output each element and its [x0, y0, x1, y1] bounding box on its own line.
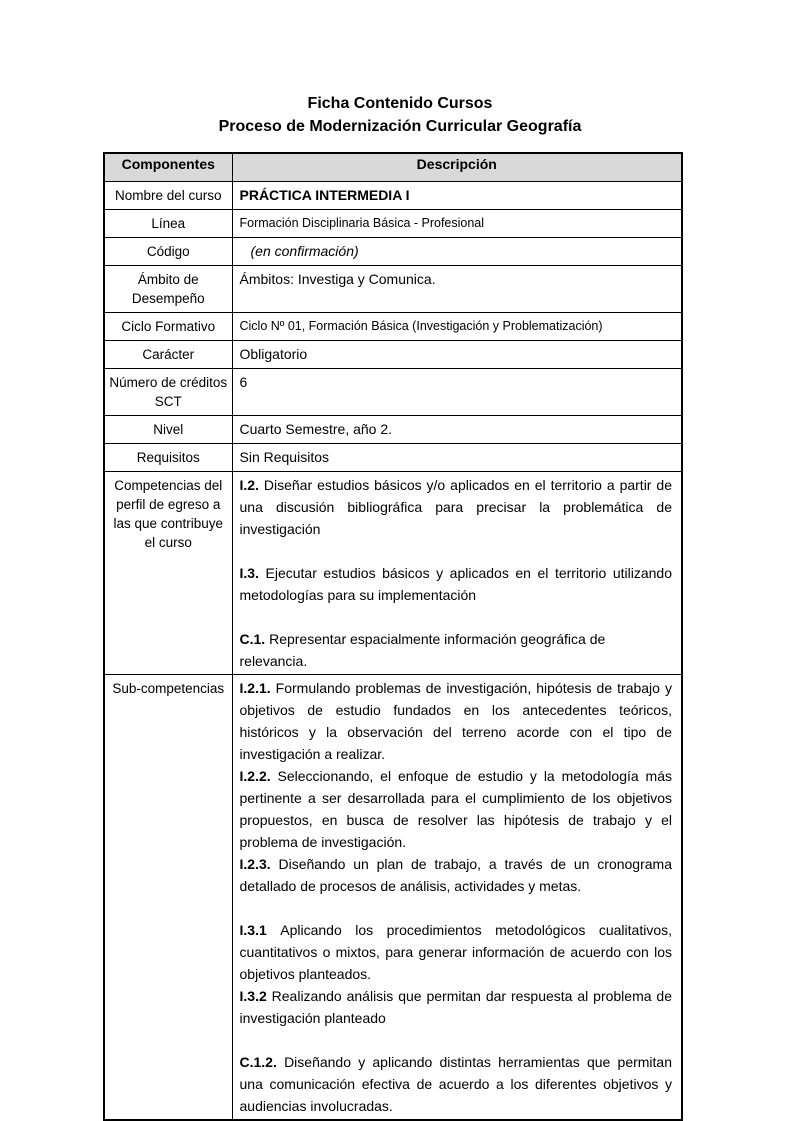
- paragraph-code: I.2.3.: [239, 856, 279, 872]
- component-label: Competencias del perfil de egreso a las que contribuye el curso: [104, 472, 232, 675]
- description-paragraph: C.1. Representar espacialmente información geográfica de relevancia.: [239, 631, 606, 669]
- description-cell: [232, 210, 682, 238]
- description-paragraph: I.2.1. Formulando problemas de investigación, hipótesis de trabajo y objetivos de estudio fundados en los antecedentes teóricos, históricos y la observación del terreno acorde con el tipo de investigación a realizar.: [239, 680, 672, 762]
- table-row: [104, 182, 682, 210]
- table-row: [104, 238, 682, 266]
- description-column-header: Descripción: [232, 153, 682, 182]
- description-paragraph: Ciclo Nº 01, Formación Básica (Investigación y Problematización): [239, 319, 603, 333]
- component-label: Requisitos: [104, 444, 232, 472]
- paragraph-code: C.1.2.: [239, 1054, 285, 1070]
- description-cell: [232, 675, 682, 1121]
- description-cell: [232, 266, 682, 313]
- paragraph-code: I.2.2.: [239, 768, 278, 784]
- component-label: Número de créditos SCT: [104, 369, 232, 416]
- description-cell: [232, 238, 682, 266]
- description-cell: [232, 313, 682, 341]
- description-paragraph: Cuarto Semestre, año 2.: [239, 421, 393, 437]
- paragraph-spacer: [240, 897, 673, 919]
- description-paragraph: Sin Requisitos: [239, 449, 329, 465]
- paragraph-code: I.3.: [239, 565, 266, 581]
- description-paragraph: Formación Disciplinaria Básica - Profesional: [239, 216, 485, 230]
- description-paragraph: (en confirmación): [250, 243, 359, 259]
- document-title-line2: Proceso de Modernización Curricular Geografía: [218, 118, 582, 135]
- components-column-header: Componentes: [104, 153, 232, 182]
- component-label: Línea: [104, 210, 232, 238]
- paragraph-code: I.2.: [239, 477, 264, 493]
- description-cell: [232, 369, 682, 416]
- description-paragraph: C.1.2. Diseñando y aplicando distintas herramientas que permitan una comunicación efectiva de acuerdo a los diferentes objetivos y audiencias involucradas.: [239, 1054, 672, 1114]
- course-table-body: [104, 182, 682, 1121]
- paragraph-code: C.1.: [239, 631, 270, 647]
- description-cell: [232, 472, 682, 675]
- description-cell: [232, 341, 682, 369]
- component-label: Carácter: [104, 341, 232, 369]
- document-title: [0, 92, 800, 138]
- paragraph-spacer: [240, 606, 673, 628]
- document-title-line1: Ficha Contenido Cursos: [307, 95, 493, 112]
- description-paragraph: Obligatorio: [239, 346, 308, 362]
- paragraph-code: I.3.2: [239, 988, 272, 1004]
- component-label: Nombre del curso: [104, 182, 232, 210]
- table-row: [104, 444, 682, 472]
- component-label: Ámbito de Desempeño: [104, 266, 232, 313]
- description-paragraph: I.2.3. Diseñando un plan de trabajo, a través de un cronograma detallado de procesos de análisis, actividades y metas.: [239, 856, 672, 894]
- description-paragraph: I.3. Ejecutar estudios básicos y aplicados en el territorio utilizando metodologías para su implementación: [239, 565, 672, 603]
- component-label: Nivel: [104, 416, 232, 444]
- table-row: [104, 313, 682, 341]
- table-row: [104, 416, 682, 444]
- description-cell: [232, 416, 682, 444]
- description-paragraph: PRÁCTICA INTERMEDIA I: [239, 187, 410, 203]
- description-paragraph: 6: [239, 374, 248, 390]
- table-row: [104, 266, 682, 313]
- component-label: Ciclo Formativo: [104, 313, 232, 341]
- description-paragraph: I.3.1 Aplicando los procedimientos metodológicos cualitativos, cuantitativos o mixtos, para generar información de acuerdo con los objetivos planteados.: [239, 922, 672, 982]
- description-paragraph: I.3.2 Realizando análisis que permitan dar respuesta al problema de investigación planteado: [239, 988, 672, 1026]
- course-info-table: [103, 152, 683, 1121]
- description-paragraph: I.2.2. Seleccionando, el enfoque de estudio y la metodología más pertinente a ser desarrollada para el cumplimiento de los objetivos propuestos, en busca de resolver las hipótesis de trabajo y el problema de investigación.: [239, 768, 672, 850]
- component-label: Código: [104, 238, 232, 266]
- description-paragraph: Ámbitos: Investiga y Comunica.: [239, 271, 436, 287]
- table-row: [104, 369, 682, 416]
- component-label: Sub-competencias: [104, 675, 232, 1121]
- table-row: [104, 210, 682, 238]
- description-cell: [232, 182, 682, 210]
- table-header-row: [104, 153, 682, 182]
- paragraph-code: I.2.1.: [239, 680, 276, 696]
- paragraph-code: I.3.1: [239, 922, 281, 938]
- table-row: [104, 341, 682, 369]
- paragraph-spacer: [240, 1029, 673, 1051]
- table-row: [104, 472, 682, 675]
- paragraph-spacer: [240, 540, 673, 562]
- description-paragraph: I.2. Diseñar estudios básicos y/o aplicados en el territorio a partir de una discusión bibliográfica para precisar la problemática de investigación: [239, 477, 672, 537]
- table-row: [104, 675, 682, 1121]
- description-cell: [232, 444, 682, 472]
